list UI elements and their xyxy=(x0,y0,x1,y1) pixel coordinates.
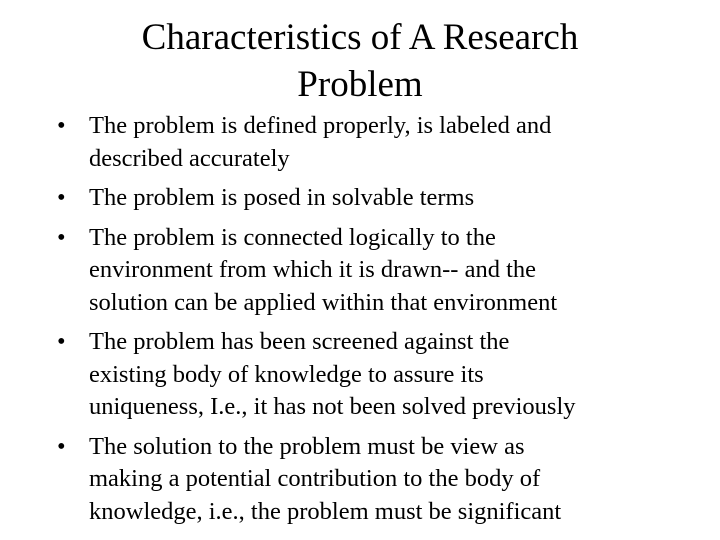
slide-title-line-2: Problem xyxy=(297,64,423,105)
bullet-5-line-1: The solution to the problem must be view as xyxy=(89,432,525,460)
bullet-dot-icon: • xyxy=(57,184,66,211)
slide-title-line-1: Characteristics of A Research xyxy=(141,17,579,58)
slide-title xyxy=(60,14,660,108)
bullet-item-3 xyxy=(0,222,720,320)
bullet-3-line-1: The problem is connected logically to the xyxy=(89,223,496,251)
bullet-item-1 xyxy=(0,110,720,175)
bullet-4-line-3: uniqueness, I.e., it has not been solved previously xyxy=(89,393,576,420)
bullet-1-line-2: described accurately xyxy=(89,144,290,172)
bullet-5-line-3: knowledge, i.e., the problem must be significant xyxy=(89,497,562,525)
bullet-item-4 xyxy=(0,326,720,424)
bullet-dot-icon: • xyxy=(57,328,66,355)
bullet-item-5 xyxy=(0,431,720,529)
bullet-3-line-2: environment from which it is drawn-- and the xyxy=(89,256,537,283)
bullet-list xyxy=(0,110,720,535)
bullet-4-line-2: existing body of knowledge to assure its xyxy=(89,360,484,388)
bullet-1-line-1: The problem is defined properly, is labeled and xyxy=(89,112,552,139)
bullet-dot-icon: • xyxy=(57,432,66,460)
bullet-2-line-1: The problem is posed in solvable terms xyxy=(89,184,475,211)
bullet-5-line-2: making a potential contribution to the body of xyxy=(89,465,541,492)
bullet-dot-icon: • xyxy=(57,223,66,251)
bullet-3-line-3: solution can be applied within that environment xyxy=(89,288,558,316)
bullet-dot-icon: • xyxy=(57,112,66,139)
bullet-item-2 xyxy=(0,182,720,215)
bullet-4-line-1: The problem has been screened against the xyxy=(89,328,510,355)
